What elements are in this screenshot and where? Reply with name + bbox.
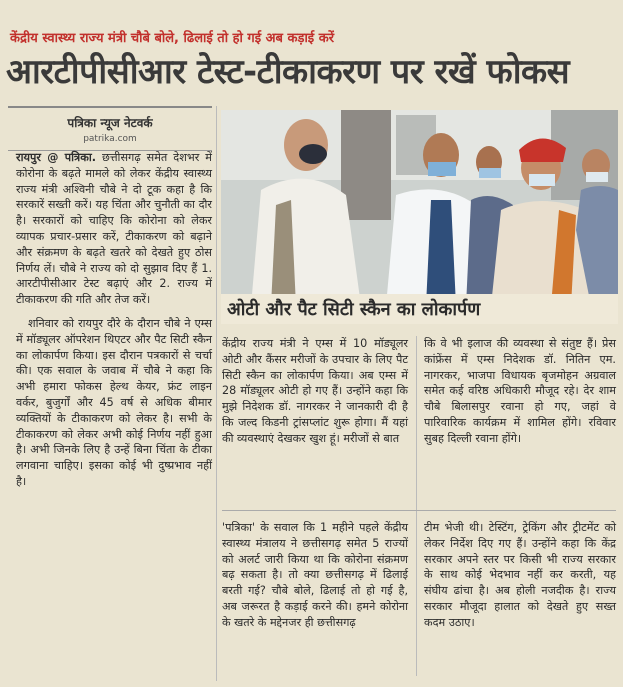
horizontal-rule [222,510,616,511]
news-photo [221,110,618,306]
byline-site: patrika.com [83,134,137,144]
article-column-1 [16,150,212,490]
byline [8,106,212,151]
subheading: ओटी और पैट सिटी स्कैन का लोकार्पण [227,299,481,320]
subheading-box [221,294,618,324]
article-column-2: केंद्रीय राज्य मंत्री ने एम्स में 10 मॉड्यूलर ओटी और कैंसर मरीजों के उपचार के लिए पैट सिटी स्कैन का लोकार्पण किया। अब एम्स में 28 मॉड्यूलर ओटी हो गए हैं। उन्होंने कहा कि मुझे निदेशक डॉ. नागरकर ने जानकारी दी है कि जल्द किडनी ट्रांसप्लांट शुरू होगा। मैं यहां की व्यवस्थाएं देखकर खुश हूं। मरीजों से बात [222,337,408,445]
paragraph-2: शनिवार को रायपुर दौरे के दौरान चौबे ने एम्स में मॉड्यूलर ऑपरेशन थिएटर और पैट सिटी स्कैन का लोकार्पण किया। इस दौरान पत्रकारों से चर्चा की। एक सवाल के जवाब में चौबे ने कहा कि अभी हमारा फोकस हेल्थ केयर, फ्रंट लाइन वर्कर, बुजुर्गों और 45 वर्ष से अधिक बीमार व्यक्तियों के टीकाकरण को लेकर है। सभी के टीकाकरण को लेकर अभी कोई निर्णय नहीं हुआ है। अभी जिनके लिए है उन्हें बिना चिंता के टीका लगवाना चाहिए। इसका कोई भी दुष्प्रभाव नहीं है। [16,316,212,488]
photo-illustration [221,110,618,306]
article-column-4: 'पत्रिका' के सवाल कि 1 महीने पहले केंद्रीय स्वास्थ्य मंत्रालय ने छत्तीसगढ़ समेत 5 राज्यों को अलर्ट जारी किया था कि कोरोना संक्रमण बढ़ सकता है। तो क्या छत्तीसगढ़ में ढिलाई बरती गई? चौबे बोले, ढिलाई तो हो गई है, अब जरूरत है कड़ाई करने की। हमने कोरोना के खतरे के मद्देनजर ही छत्तीसगढ़ [222,521,408,629]
paragraph-1 [16,150,212,308]
column-divider-2 [416,336,417,676]
kicker-line: केंद्रीय स्वास्थ्य राज्य मंत्री चौबे बोले, ढिलाई तो हो गई अब कड़ाई करें [10,31,335,46]
column-divider [216,106,217,681]
paragraph-1-text: छत्तीसगढ़ समेत देशभर में कोरोना के बढ़ते मामले को लेकर केंद्रीय स्वास्थ्य राज्य मंत्री अश्विनी चौबे ने दो टूक कहा है कि सरकारें सख्ती करें। यह चिंता और चुनौती का दौर है। सरकारों को चाहिए कि कोरोना को लेकर व्यापक प्रचार-प्रसार करें, टीकाकरण को बढ़ाने और संक्रमण के बढ़ते खतरे को देखते हुए ठोस निर्णय लें। चौबे ने राज्य को दो सुझाव दिए हैं 1. आरटीपीसीआर टेस्ट बढ़ाएं और 2. राज्य में टीकाकरण की गति और तेज करें। [16,151,212,307]
headline: आरटीपीसीआर टेस्ट-टीकाकरण पर रखें फोकस [6,52,570,92]
article-column-5: टीम भेजी थी। टेस्टिंग, ट्रेकिंग और ट्रीटमेंट को लेकर निर्देश दिए गए हैं। उन्होंने कहा कि केंद्र सरकार अपने स्तर पर किसी भी राज्य सरकार के साथ कोई भेदभाव नहीं कर करती, यह संघीय ढांचा है। अब होली नजदीक है। राज्य सरकार मौजूदा हालात को देखते हुए सख्त कदम उठाए। [424,521,616,629]
article-column-3: कि वे भी इलाज की व्यवस्था से संतुष्ट हैं। प्रेस कांफ्रेंस में एम्स निदेशक डॉ. नितिन एम. नागरकर, भाजपा विधायक बृजमोहन अग्रवाल समेत कई वरिष्ठ अधिकारी मौजूद रहे। देर शाम चौबे बिलासपुर रवाना हो गए, जहां वे पारिवारिक कार्यक्रम में शामिल होंगे। रविवार सुबह दिल्ली रवाना होंगे। [424,337,616,445]
dateline: रायपुर @ पत्रिका. [16,151,96,164]
byline-name: पत्रिका न्यूज नेटवर्क [67,116,153,130]
